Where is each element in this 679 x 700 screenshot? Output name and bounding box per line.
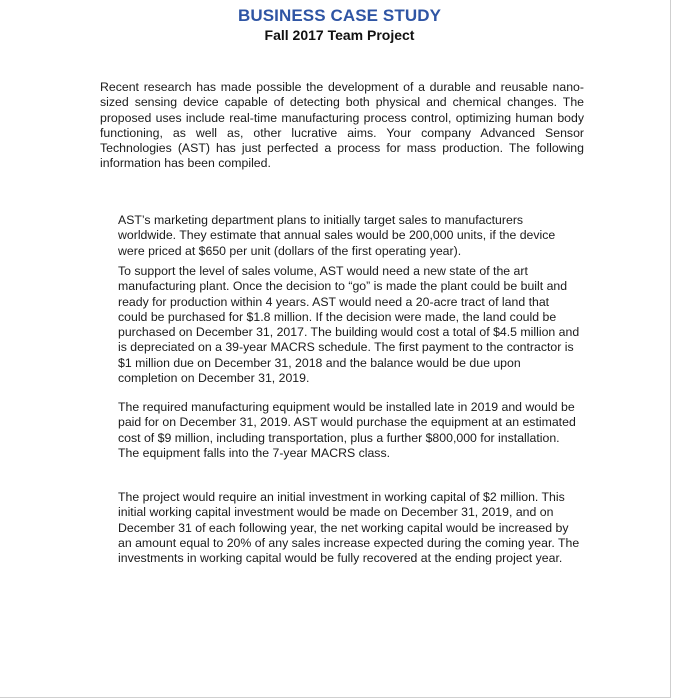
intro-paragraph: Recent research has made possible the development of a durable and reusable nano-sized sensing device capable of detecting both physical and chemical changes. The proposed uses include real-time manufacturing process control, optimizing human body functioning, as well as, other lucrative aims. Your company Advanced Sensor Technologies (AST) has just perfected a process for mass production. The following information has been compiled.: [100, 80, 584, 171]
equipment-paragraph: The required manufacturing equipment would be installed late in 2019 and would be paid for on December 31, 2019. AST would purchase the equipment at an estimated cost of $9 million, including transportation, plus a further $800,000 for installation. The equipment falls into the 7-year MACRS class.: [118, 400, 576, 460]
document-subtitle: Fall 2017 Team Project: [264, 27, 415, 43]
document-title: BUSINESS CASE STUDY: [237, 6, 442, 25]
marketing-paragraph: AST’s marketing department plans to initially target sales to manufacturers worldwide. They estimate that annual sales would be 200,000 units, if the device were priced at $650 per unit (dollars of the first operating year).: [118, 213, 556, 258]
plant-paragraph: To support the level of sales volume, AST would need a new state of the art manufacturing plant. Once the decision to “go” is made the plant could be built and ready for production within 4 years. AST would need a 20-acre tract of land that could be purchased for $1.8 million. If the decision were made, the land could be purchased on December 31, 2017. The building would cost a total of $4.5 million and is depreciated on a 39-year MACRS schedule. The first payment to the contractor is $1 million due on December 31, 2018 and the balance would be due upon completion on December 31, 2019.: [118, 264, 580, 386]
working-capital-paragraph: The project would require an initial investment in working capital of $2 million. This initial working capital investment would be made on December 31, 2019, and on December 31 of each following year, the net working capital would be increased by an amount equal to 20% of any sales increase expected during the coming year. The investments in working capital would be fully recovered at the ending project year.: [118, 490, 580, 566]
